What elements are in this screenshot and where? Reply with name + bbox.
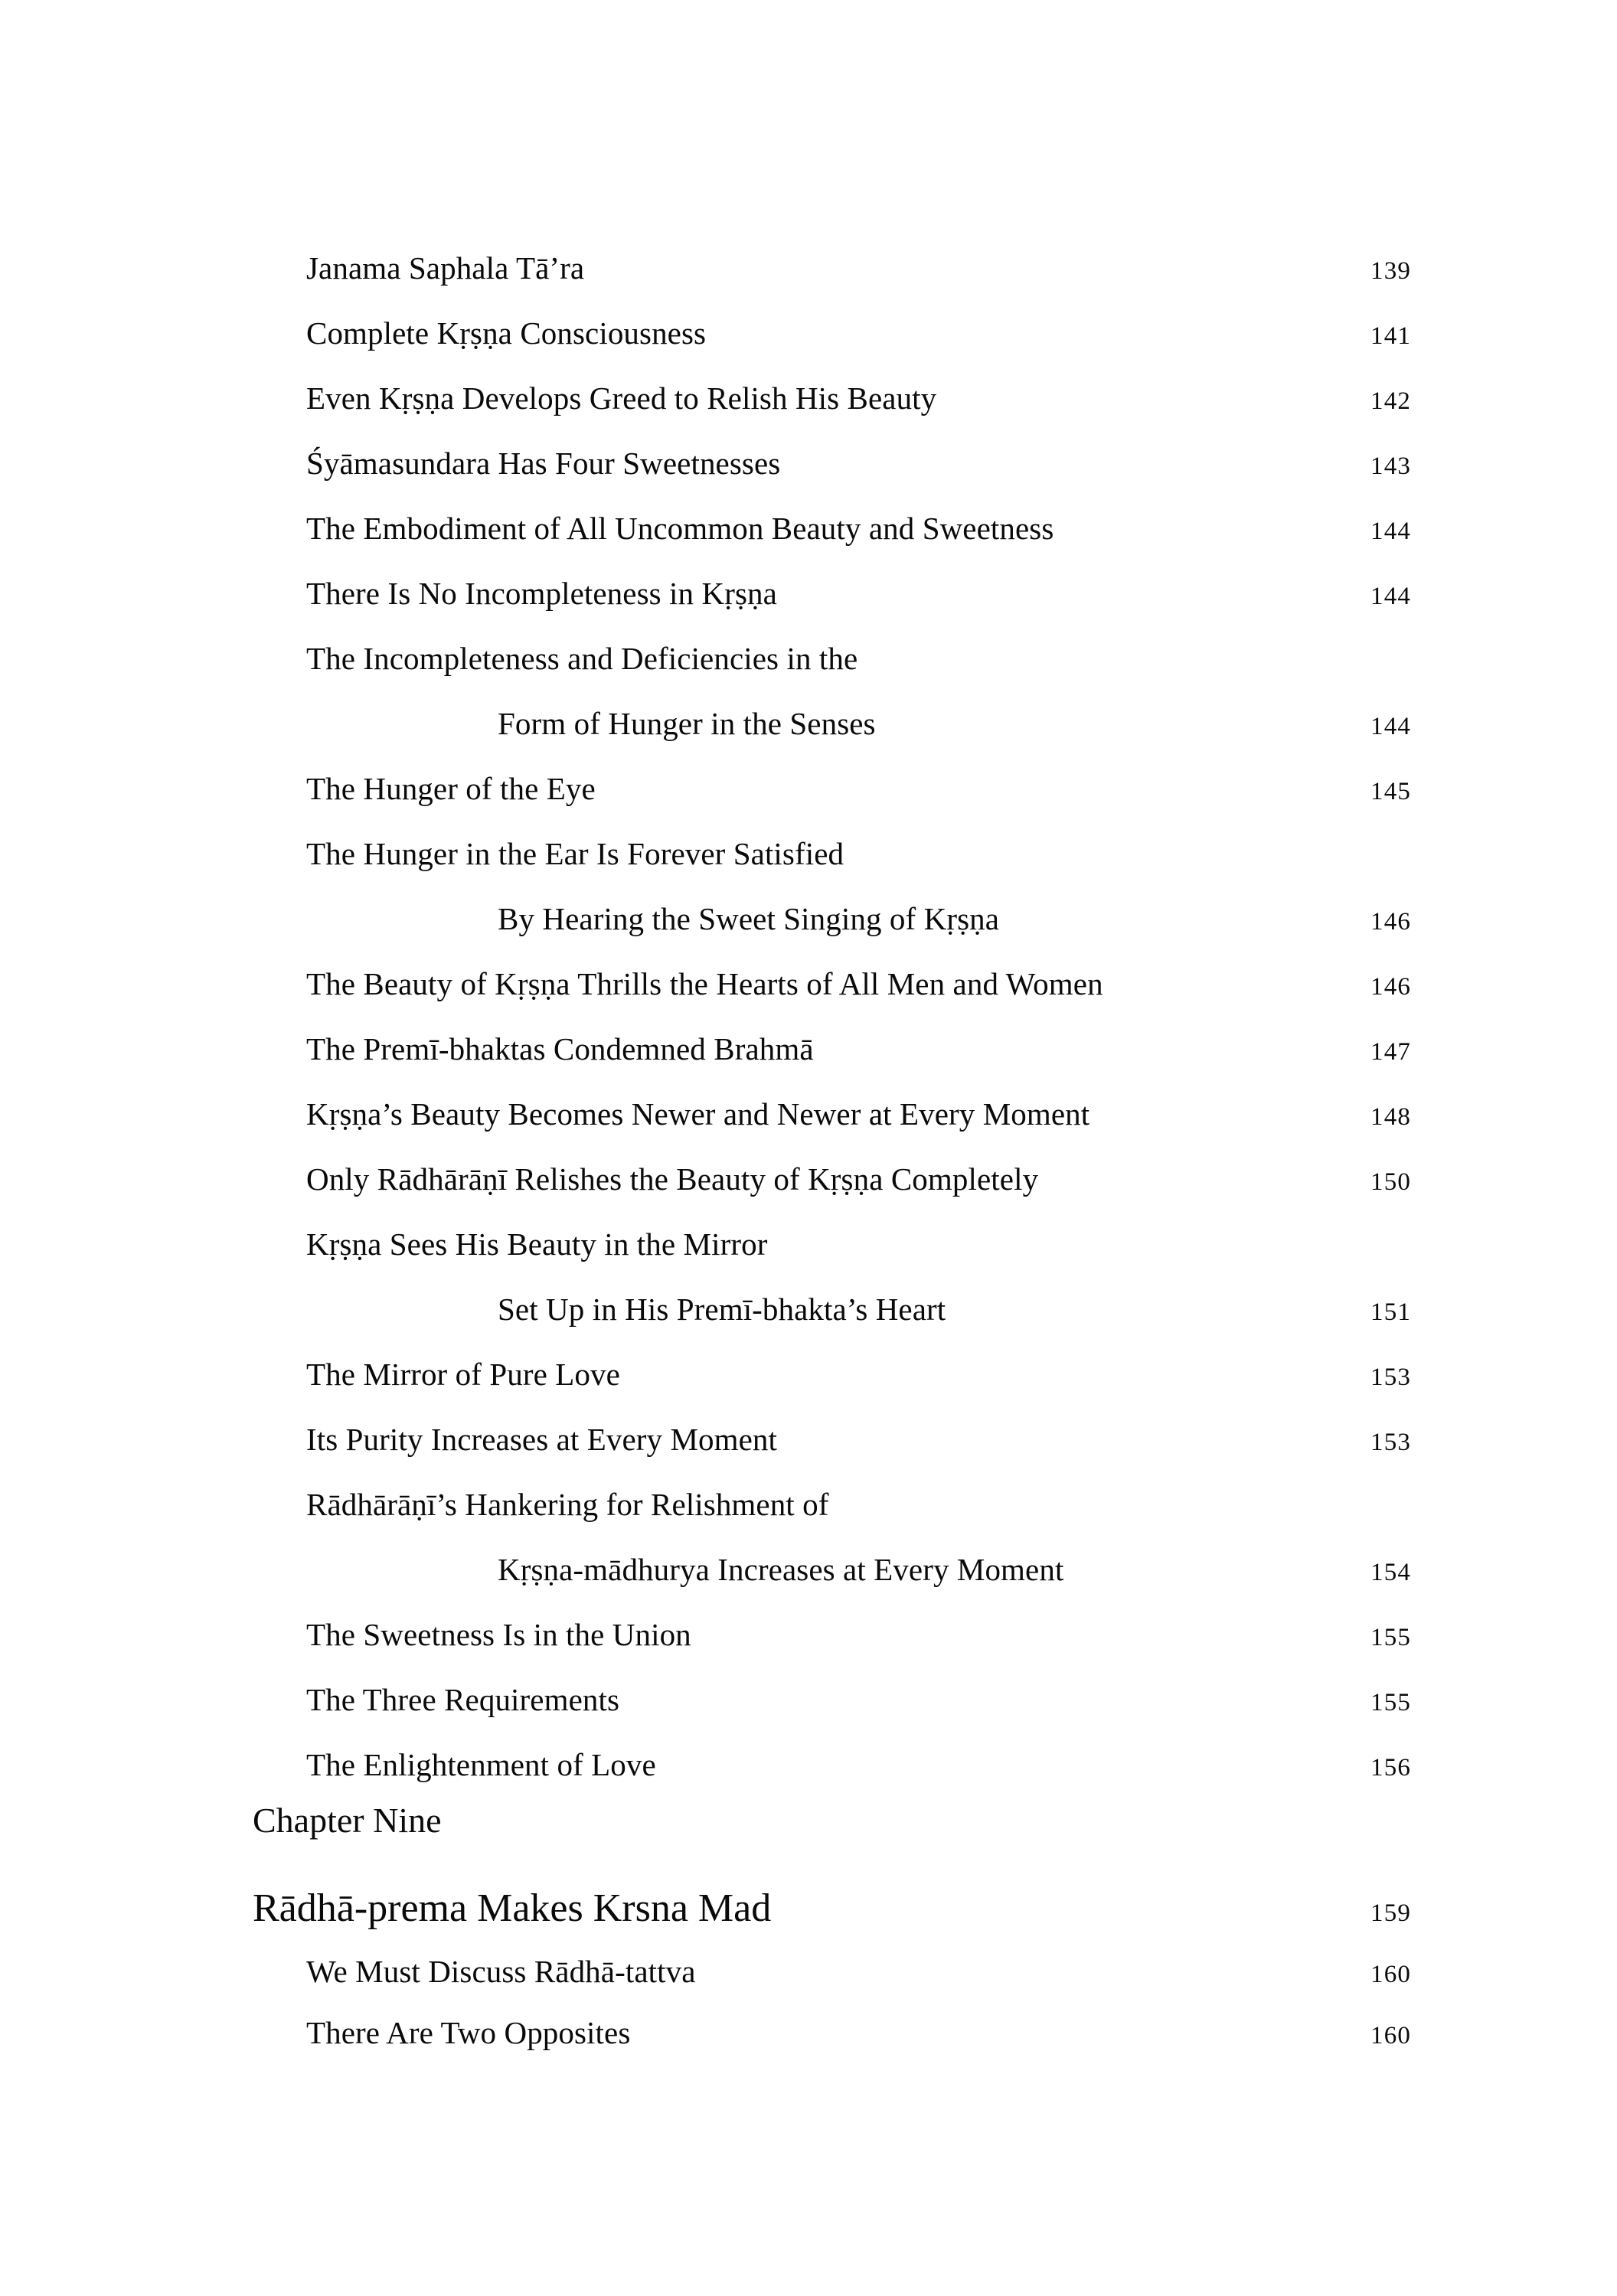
toc-entry-label: There Is No Incompleteness in Kṛṣṇa bbox=[306, 576, 777, 611]
toc-entry-label: Kṛṣṇa-mādhurya Increases at Every Moment bbox=[498, 1552, 1064, 1587]
toc-entry-page-number: 153 bbox=[1370, 1429, 1412, 1456]
toc-entry-page-number: 148 bbox=[1370, 1103, 1412, 1131]
toc-entry-page-number: 144 bbox=[1370, 713, 1412, 740]
chapter-page-number: 159 bbox=[1370, 1899, 1412, 1927]
toc-entry-page-number: 143 bbox=[1370, 452, 1412, 480]
toc-entry[interactable] bbox=[253, 513, 1462, 578]
toc-entry-label: Its Purity Increases at Every Moment bbox=[306, 1422, 778, 1457]
toc-entry-page-number: 145 bbox=[1370, 778, 1412, 805]
toc-entry-label: Rādhārāṇī’s Hankering for Relishment of bbox=[306, 1487, 829, 1522]
toc-entry-label: Form of Hunger in the Senses bbox=[498, 706, 876, 741]
toc-entry[interactable] bbox=[253, 838, 1462, 903]
toc-entry[interactable] bbox=[253, 1161, 1462, 1229]
chapter-title: Rādhā-prema Makes Krsna Mad bbox=[253, 1886, 772, 1930]
toc-entry[interactable] bbox=[253, 250, 1462, 318]
toc-entry-page-number: 139 bbox=[1370, 257, 1412, 285]
toc-entry-label: By Hearing the Sweet Singing of Kṛṣṇa bbox=[498, 901, 1000, 936]
toc-entry[interactable] bbox=[253, 903, 1462, 968]
chapter-kicker: Chapter Nine bbox=[253, 1801, 442, 1840]
toc-entry-page-number: 150 bbox=[1370, 1168, 1412, 1196]
toc-entry[interactable] bbox=[253, 1554, 1462, 1619]
toc-entry-page-number: 142 bbox=[1370, 387, 1412, 415]
chapter-subentry[interactable] bbox=[253, 2017, 1462, 2079]
toc-entry-page-number: 146 bbox=[1370, 973, 1412, 1001]
toc-entry[interactable] bbox=[253, 1359, 1462, 1424]
toc-entry[interactable] bbox=[253, 578, 1462, 643]
toc-entry-label: Complete Kṛṣṇa Consciousness bbox=[306, 315, 707, 351]
toc-entry-page-number: 155 bbox=[1370, 1689, 1412, 1716]
chapter-subentry-label: We Must Discuss Rādhā-tattva bbox=[306, 1954, 696, 1989]
toc-entry-page-number: 153 bbox=[1370, 1364, 1412, 1391]
toc-entry[interactable] bbox=[253, 1684, 1462, 1749]
toc-entry-label: Kṛṣṇa’s Beauty Becomes Newer and Newer at Every Moment bbox=[306, 1096, 1090, 1132]
toc-entry[interactable] bbox=[253, 968, 1462, 1034]
toc-entry-label: Even Kṛṣṇa Develops Greed to Relish His Beauty bbox=[306, 380, 937, 416]
toc-entry[interactable] bbox=[253, 1031, 1462, 1099]
toc-entry-label: Only Rādhārāṇī Relishes the Beauty of Kṛṣṇa Completely bbox=[306, 1161, 1039, 1197]
chapter-subentry-page-number: 160 bbox=[1370, 2022, 1412, 2049]
chapter-subentry-label: There Are Two Opposites bbox=[306, 2015, 631, 2050]
toc-entry-page-number: 154 bbox=[1370, 1559, 1412, 1586]
toc-entry[interactable] bbox=[253, 448, 1462, 513]
toc-entry-label: The Beauty of Kṛṣṇa Thrills the Hearts of All Men and Women bbox=[306, 966, 1103, 1001]
toc-entry[interactable] bbox=[253, 315, 1462, 383]
toc-entry-label: The Hunger in the Ear Is Forever Satisfied bbox=[306, 836, 844, 871]
table-of-contents-list bbox=[253, 250, 1462, 1814]
toc-entry[interactable] bbox=[253, 708, 1462, 773]
toc-entry-page-number: 151 bbox=[1370, 1298, 1412, 1326]
toc-entry[interactable] bbox=[253, 1096, 1462, 1164]
toc-entry-label: The Hunger of the Eye bbox=[306, 771, 596, 806]
chapter-title-row[interactable] bbox=[253, 1886, 1462, 1956]
toc-entry-label: Kṛṣṇa Sees His Beauty in the Mirror bbox=[306, 1226, 768, 1262]
toc-entry-label: Set Up in His Premī-bhakta’s Heart bbox=[498, 1292, 946, 1327]
toc-entry-label: The Incompleteness and Deficiencies in the bbox=[306, 641, 858, 676]
toc-entry[interactable] bbox=[253, 380, 1462, 448]
toc-entry[interactable] bbox=[253, 1226, 1462, 1294]
toc-entry-label: Janama Saphala Tā’ra bbox=[306, 250, 585, 286]
toc-entry[interactable] bbox=[253, 643, 1462, 708]
chapter-subentry-page-number: 160 bbox=[1370, 1961, 1412, 1988]
toc-entry[interactable] bbox=[253, 1619, 1462, 1684]
toc-entry-page-number: 156 bbox=[1370, 1754, 1412, 1782]
toc-entry-page-number: 155 bbox=[1370, 1624, 1412, 1651]
toc-entry-page-number: 141 bbox=[1370, 322, 1412, 350]
toc-entry-label: The Embodiment of All Uncommon Beauty and Sweetness bbox=[306, 511, 1054, 546]
toc-entry-page-number: 147 bbox=[1370, 1038, 1412, 1066]
toc-entry-label: The Premī-bhaktas Condemned Brahmā bbox=[306, 1031, 814, 1066]
toc-entry-label: The Three Requirements bbox=[306, 1682, 620, 1717]
toc-entry[interactable] bbox=[253, 773, 1462, 838]
toc-entry[interactable] bbox=[253, 1294, 1462, 1359]
chapter-section bbox=[253, 1803, 1462, 2079]
toc-entry-label: The Enlightenment of Love bbox=[306, 1747, 656, 1782]
toc-entry-page-number: 144 bbox=[1370, 518, 1412, 545]
toc-entry[interactable] bbox=[253, 1424, 1462, 1489]
toc-entry-label: Śyāmasundara Has Four Sweetnesses bbox=[306, 446, 781, 481]
toc-entry-label: The Sweetness Is in the Union bbox=[306, 1617, 691, 1652]
toc-entry[interactable] bbox=[253, 1489, 1462, 1554]
chapter-subentry[interactable] bbox=[253, 1956, 1462, 2017]
toc-entry-page-number: 146 bbox=[1370, 908, 1412, 936]
toc-entry-page-number: 144 bbox=[1370, 583, 1412, 610]
toc-entry-label: The Mirror of Pure Love bbox=[306, 1357, 620, 1392]
chapter-subentry-list bbox=[253, 1956, 1462, 2079]
